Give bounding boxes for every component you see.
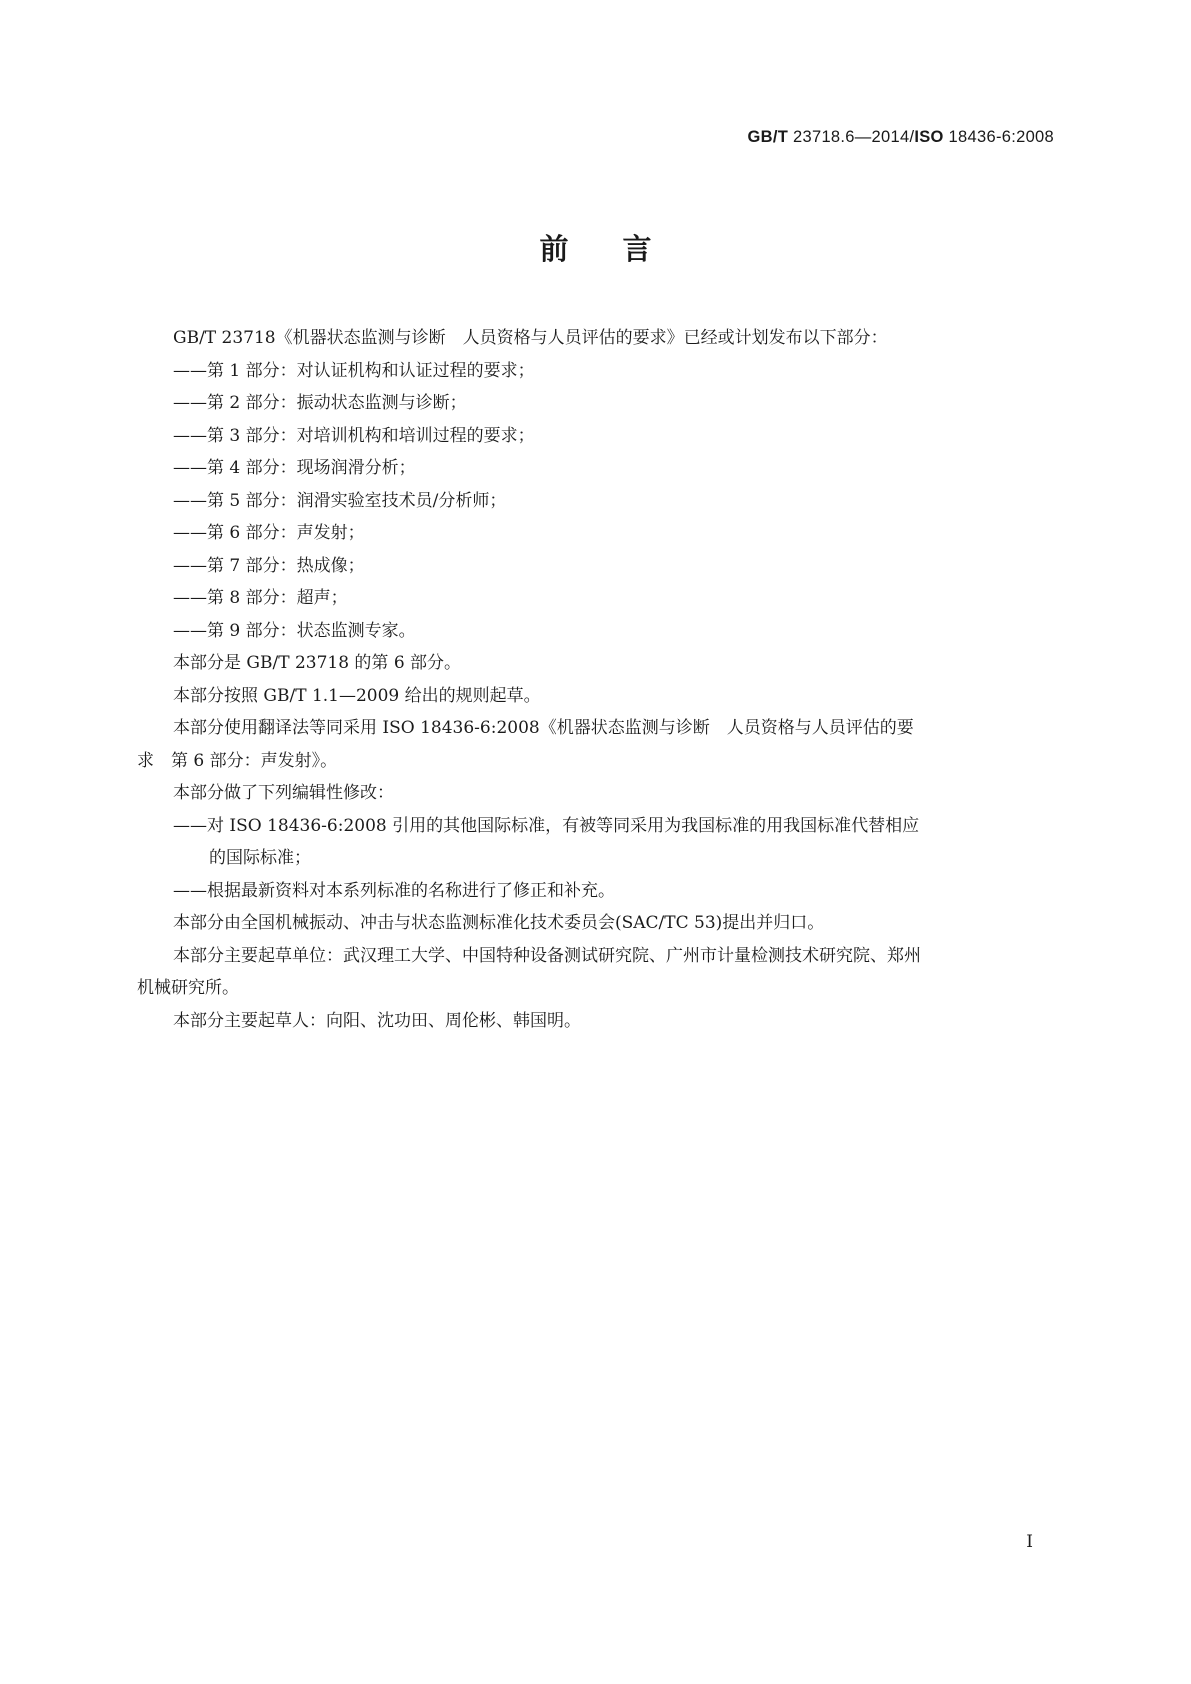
paragraph-line: 本部分主要起草单位：武汉理工大学、中国特种设备测试研究院、广州市计量检测技术研究院、郑州 — [173, 945, 921, 966]
standard-code-prefix: GB/T — [747, 128, 789, 146]
paragraph-line: ——第 4 部分：现场润滑分析； — [173, 458, 416, 478]
standard-code-iso: ISO — [914, 128, 944, 146]
page-title: 前言 — [539, 232, 706, 266]
paragraph-line: 的国际标准； — [209, 848, 311, 868]
page-number: I — [1026, 1532, 1033, 1552]
paragraph-line: 本部分主要起草人：向阳、沈功田、周伦彬、韩国明。 — [173, 1010, 581, 1031]
paragraph-line: 机械研究所。 — [137, 978, 239, 998]
paragraph-line: ——对 ISO 18436-6:2008 引用的其他国际标准，有被等同采用为我国标准的用我国标准代替相应 — [173, 815, 920, 836]
paragraph-line: 本部分使用翻译法等同采用 ISO 18436-6:2008《机器状态监测与诊断 人员资格与人员评估的要 — [173, 718, 914, 738]
paragraph-line: GB/T 23718《机器状态监测与诊断 人员资格与人员评估的要求》已经或计划发布以下部分： — [173, 328, 888, 348]
paragraph-line: ——第 8 部分：超声； — [173, 588, 348, 608]
paragraph-line: ——第 3 部分：对培训机构和培训过程的要求； — [173, 425, 535, 446]
foreword-body — [137, 322, 1055, 1037]
standard-code-mid: 23718.6—2014/ — [788, 128, 915, 146]
paragraph-line: ——第 5 部分：润滑实验室技术员/分析师； — [173, 490, 507, 511]
standard-code-suffix: 18436-6:2008 — [943, 128, 1054, 146]
paragraph-line: ——第 2 部分：振动状态监测与诊断； — [173, 393, 467, 413]
paragraph-line: 本部分按照 GB/T 1.1—2009 给出的规则起草。 — [173, 685, 541, 706]
paragraph-line: ——第 7 部分：热成像； — [173, 555, 365, 576]
paragraph-line: 本部分做了下列编辑性修改： — [173, 783, 394, 803]
paragraph-line: ——第 1 部分：对认证机构和认证过程的要求； — [173, 360, 535, 381]
paragraph-line: 求 第 6 部分：声发射》。 — [137, 750, 338, 771]
standard-code — [748, 128, 1055, 147]
paragraph-line: 本部分由全国机械振动、冲击与状态监测标准化技术委员会(SAC/TC 53)提出并归口。 — [173, 913, 825, 933]
paragraph-line: 本部分是 GB/T 23718 的第 6 部分。 — [173, 653, 462, 673]
paragraph-line: ——第 9 部分：状态监测专家。 — [173, 620, 416, 641]
paragraph-line: ——根据最新资料对本系列标准的名称进行了修正和补充。 — [173, 880, 615, 901]
paragraph-line: ——第 6 部分：声发射； — [173, 523, 365, 543]
